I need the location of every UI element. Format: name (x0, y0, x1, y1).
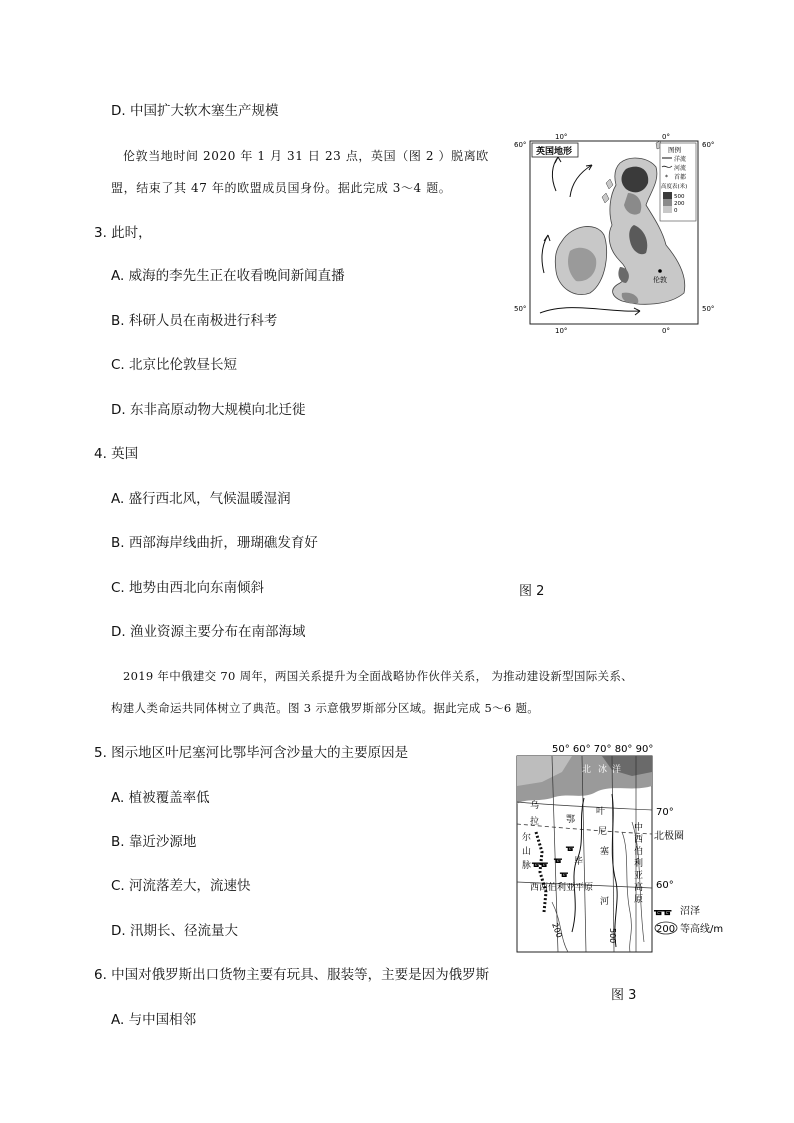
fig3-contour-200: 200 (550, 921, 564, 940)
fig3-yenisei-2: 尼 (598, 827, 608, 837)
fig3-lat60: 60° (656, 880, 674, 891)
svg-text:ᚗᚗ: ᚗᚗ (532, 858, 548, 869)
fig2-legend-river: 河流 (674, 165, 687, 172)
figure2-uk-map (510, 133, 720, 333)
svg-text:*: * (665, 174, 668, 181)
q5-option-a: A. 植被覆盖率低 (111, 790, 210, 806)
fig3-arctic-circle: 北极圈 (654, 831, 684, 842)
fig3-csp-7: 原 (634, 895, 644, 905)
figure2-caption: 图 2 (519, 584, 545, 599)
fig2-legend-elev: 高度表(米) (661, 184, 688, 190)
q4-option-d: D. 渔业资源主要分布在南部海域 (111, 624, 306, 640)
fig2-lat-bot-left: 50° (514, 305, 527, 313)
fig2-lon-top-10: 10° (555, 133, 568, 141)
passage1-line2: 盟，结束了其 47 年的欧盟成员国身份。据此完成 3～4 题。 (111, 181, 452, 195)
fig3-ocean-3: 洋 (612, 765, 622, 775)
fig2-legend-title: 图例 (668, 146, 681, 154)
fig2-legend-capital: 首都 (674, 174, 687, 181)
fig2-elev-500: 500 (674, 194, 685, 200)
q3-option-c: C. 北京比伦敦昼长短 (111, 357, 238, 373)
fig2-map-title: 英国地形 (536, 147, 573, 157)
fig3-legend-contour: 等高线/m (680, 924, 724, 935)
fig3-ural-1: 乌 (530, 801, 540, 811)
svg-text:ᚗᚗ: ᚗᚗ (654, 904, 672, 917)
fig2-elev-200: 200 (674, 201, 685, 207)
q5-stem: 5. 图示地区叶尼塞河比鄂毕河含沙量大的主要原因是 (94, 745, 409, 761)
q4-stem: 4. 英国 (94, 446, 139, 462)
figure3-caption: 图 3 (611, 988, 637, 1003)
fig3-yenisei-3: 塞 (600, 847, 610, 857)
fig3-yenisei-1: 叶 (596, 807, 606, 817)
passage1-line1: 伦敦当地时间 2020 年 1 月 31 日 23 点，英国（图 2 ）脱离欧 (123, 149, 489, 163)
fig3-csp-6: 高 (634, 883, 644, 893)
fig2-capital-label: 伦敦 (653, 276, 667, 284)
figure3-russia-map (512, 742, 728, 958)
svg-text:ᚗ: ᚗ (566, 842, 574, 853)
q3-option-a: A. 威海的李先生正在收看晚间新闻直播 (111, 268, 345, 284)
fig3-ocean-1: 北 (582, 765, 592, 775)
q3-option-d: D. 东非高原动物大规模向北迁徙 (111, 402, 306, 418)
fig3-csp-3: 伯 (634, 847, 644, 857)
fig3-lat70: 70° (656, 807, 674, 818)
fig3-ural-3: 尔 (522, 833, 532, 843)
fig3-ob-1: 鄂 (566, 815, 576, 825)
fig3-csp-4: 利 (634, 859, 644, 869)
q4-option-c: C. 地势由西北向东南倾斜 (111, 580, 265, 596)
q6-option-a: A. 与中国相邻 (111, 1012, 197, 1028)
fig3-csp-5: 亚 (634, 871, 644, 881)
fig2-lat-bot-right: 50° (702, 305, 715, 313)
fig3-wsp: 西西伯利亚平原 (530, 883, 594, 893)
fig2-lat-top-right: 60° (702, 141, 715, 149)
svg-text:ᚗ: ᚗ (554, 854, 562, 865)
passage2-line1: 2019 年中俄建交 70 周年，两国关系提升为全面战略协作伙伴关系， 为推动建设新型国际关系、 (123, 669, 633, 683)
fig3-ural-2: 拉 (530, 817, 540, 827)
fig2-lon-bot-10: 10° (555, 327, 568, 333)
fig3-legend-contour-200: 200 (656, 924, 676, 935)
fig3-ob-2: 毕 (574, 857, 584, 867)
svg-text:ᚗ: ᚗ (560, 868, 568, 879)
q6-stem: 6. 中国对俄罗斯出口货物主要有玩具、服装等，主要是因为俄罗斯 (94, 967, 490, 983)
fig3-contour-500: 500 (608, 928, 617, 944)
prev-option-d: D. 中国扩大软木塞生产规模 (111, 103, 279, 119)
fig3-csp-1: 中 (634, 823, 644, 833)
q5-option-b: B. 靠近沙源地 (111, 834, 197, 850)
fig3-ural-5: 脉 (522, 861, 532, 871)
fig2-lat-top-left: 60° (514, 141, 527, 149)
fig3-legend-swamp: 沼泽 (680, 906, 700, 917)
fig3-csp-2: 西 (634, 835, 644, 845)
q4-option-a: A. 盛行西北风，气候温暖湿润 (111, 491, 291, 507)
fig2-elev-0: 0 (674, 208, 678, 214)
passage2-line2: 构建人类命运共同体树立了典范。图 3 示意俄罗斯部分区域。据此完成 5～6 题。 (111, 701, 540, 715)
fig3-he: 河 (600, 897, 610, 907)
q3-stem: 3. 此时， (94, 225, 152, 241)
fig3-ural-4: 山 (522, 847, 532, 857)
q4-option-b: B. 西部海岸线曲折，珊瑚礁发育好 (111, 535, 318, 551)
fig2-legend-current: 洋流 (674, 156, 687, 163)
fig3-lon-labels: 50° 60° 70° 80° 90° (552, 744, 654, 755)
fig3-ocean-2: 冰 (598, 765, 608, 775)
fig2-lon-bot-0: 0° (662, 327, 670, 333)
fig2-lon-top-0: 0° (662, 133, 670, 141)
q3-option-b: B. 科研人员在南极进行科考 (111, 313, 278, 329)
q5-option-c: C. 河流落差大，流速快 (111, 878, 251, 894)
q5-option-d: D. 汛期长、径流量大 (111, 923, 238, 939)
